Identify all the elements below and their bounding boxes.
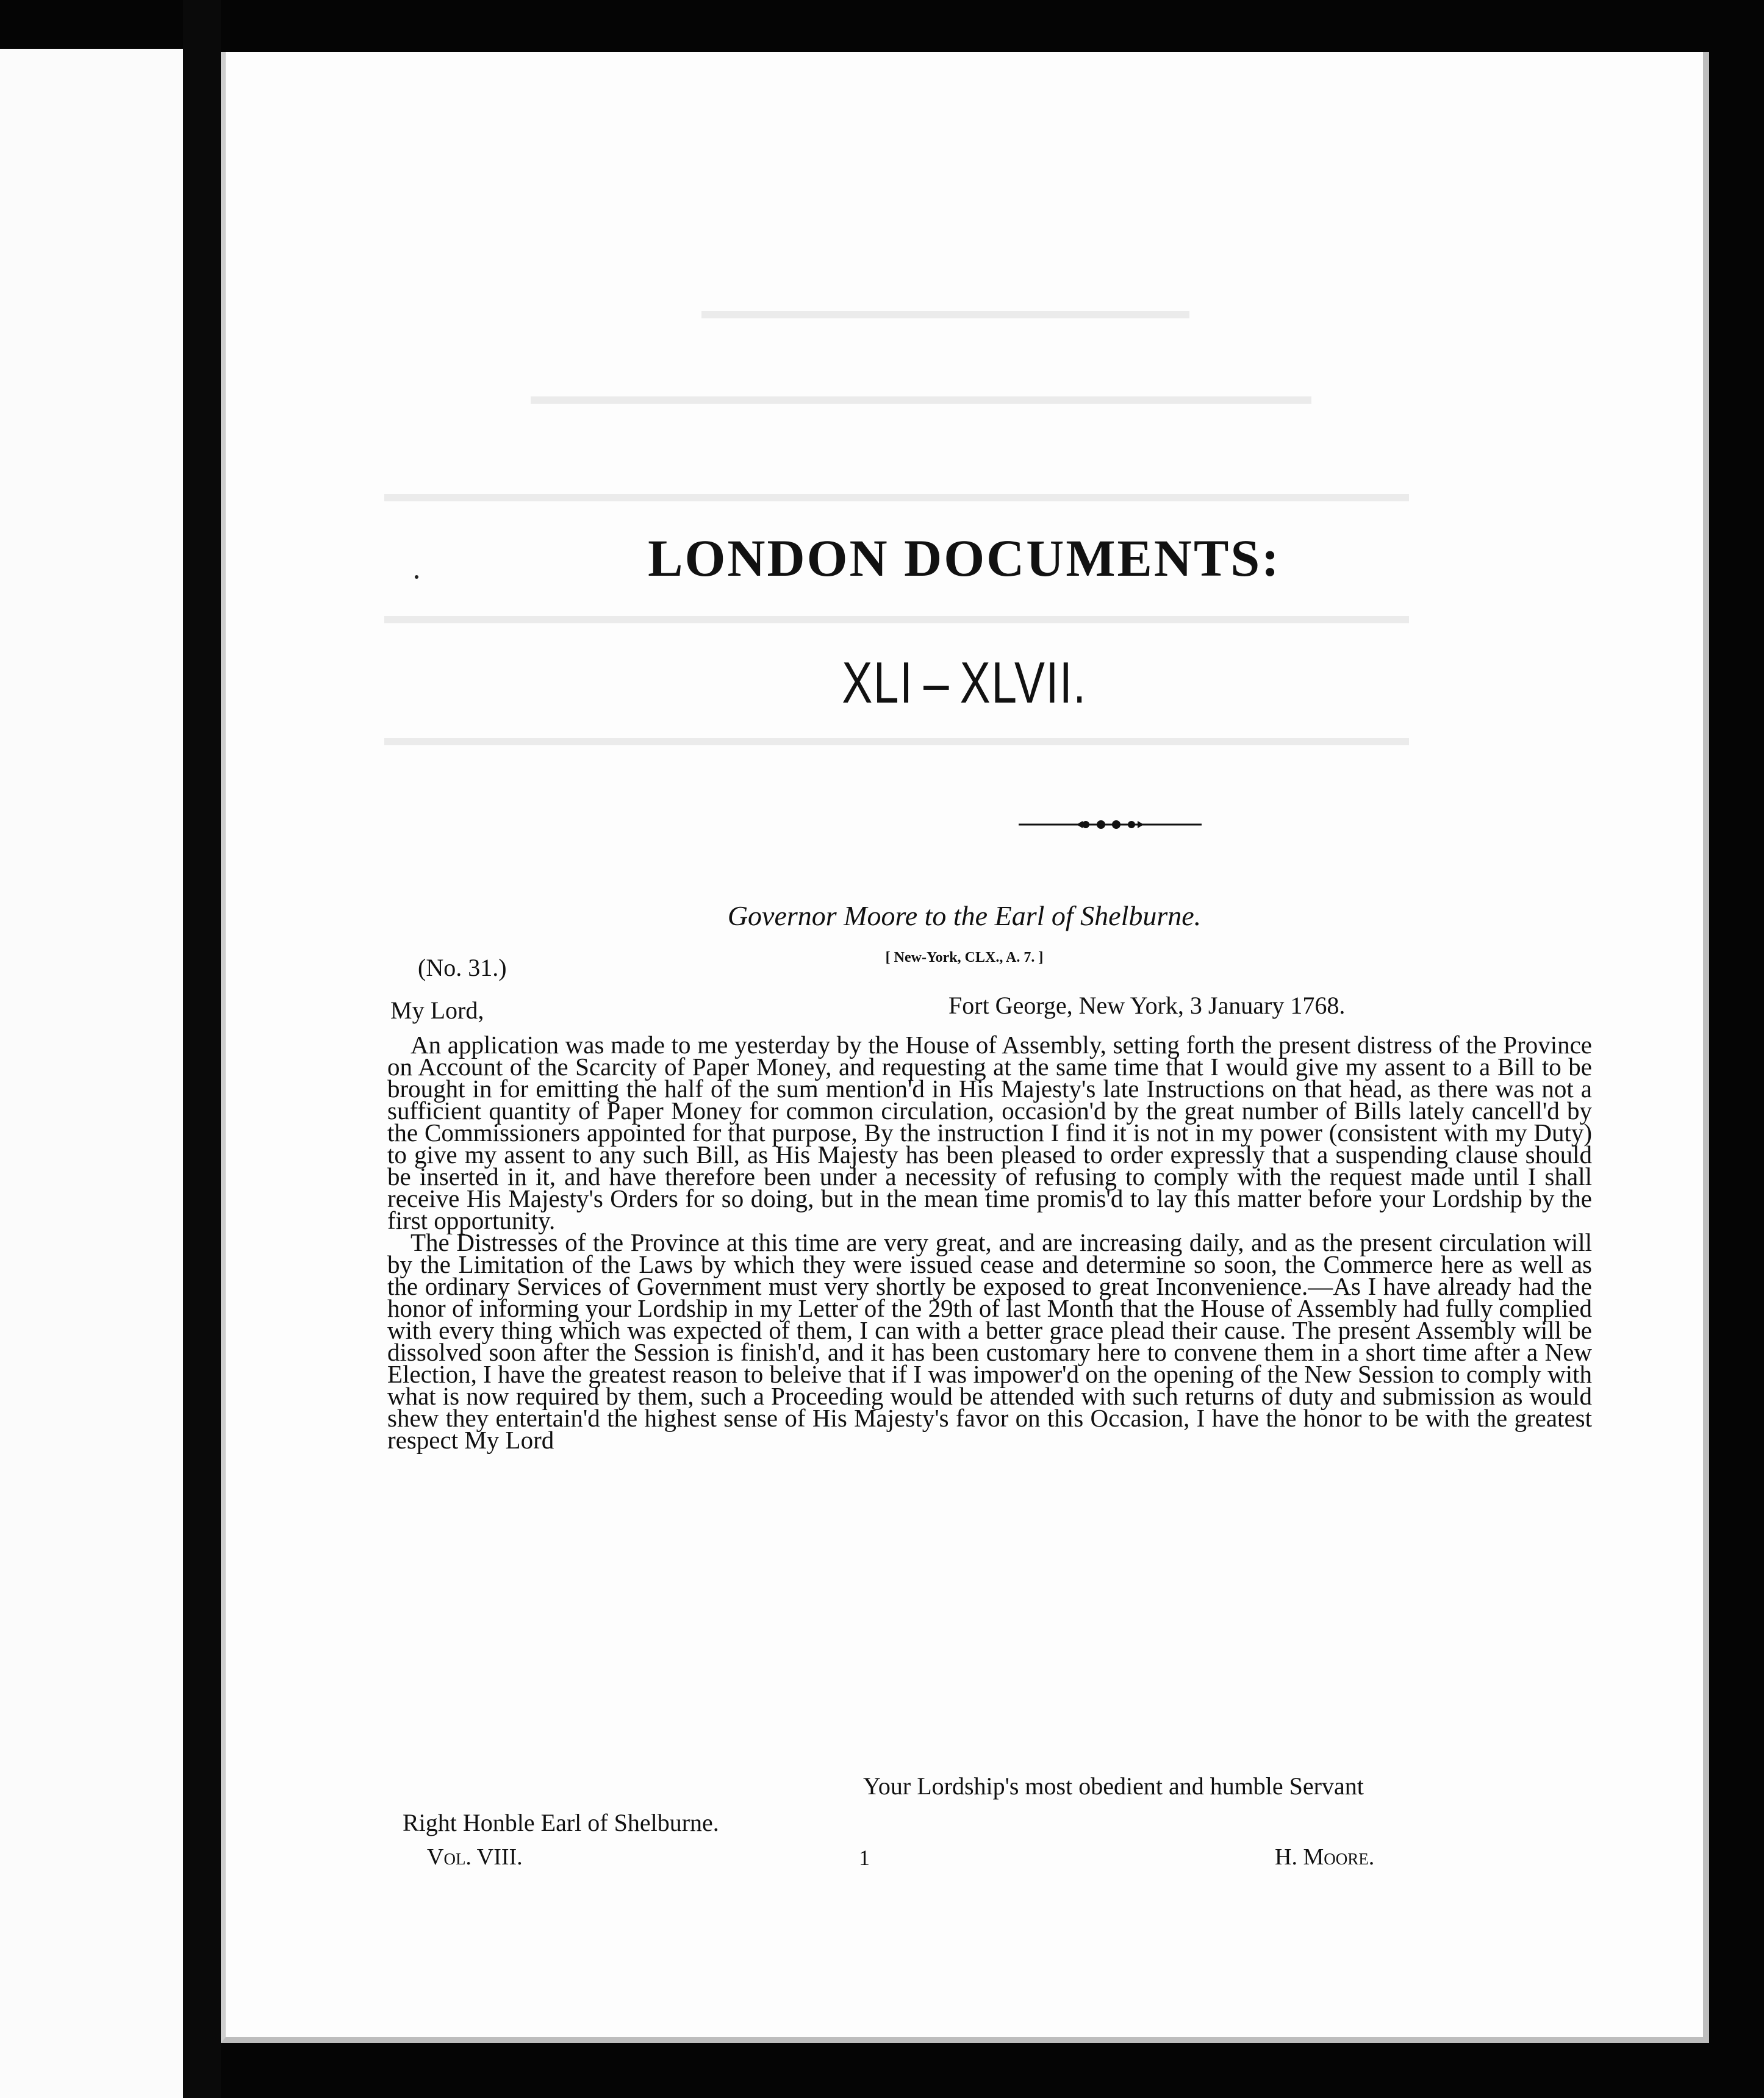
page-title: LONDON DOCUMENTS: <box>648 529 1281 587</box>
salutation: My Lord, <box>390 997 484 1024</box>
letter-body <box>387 1031 1592 1454</box>
letter-number: (No. 31.) <box>418 954 507 981</box>
document-range: XLI – XLVII. <box>842 650 1087 715</box>
signature: H. Moore. <box>1275 1844 1375 1870</box>
ornament-divider-icon <box>1019 817 1202 832</box>
letter-heading: Governor Moore to the Earl of Shelburne. <box>727 900 1202 931</box>
addressee: Right Honble Earl of Shelburne. <box>403 1809 719 1836</box>
paragraph: The Distresses of the Province at this time are very great, and are increasing daily, and as the present circulation will by the Limitation of the Laws by which they were issued cease and determine so soon, the Commerce here as well as the ordinary Services of Government must very shortly be exposed to great Inconvenience.—As I have already had the honor of informing your Lordship in my Letter of the 29th of last Month that the House of Assembly had fully complied with every thing which was expected of them, I can with a better grace plead their cause. The present Assembly will be dissolved soon after the Session is finish'd, and it has been customary here to convene them in a short time after a New Election, I have the greatest reason to beleive that if I was impower'd on the opening of the New Session to comply with what is now required by them, such a Proceeding would be attended with such returns of duty and submission as would shew they entertain'd the highest sense of His Majesty's favor on this Occasion, I have the honor to be with the greatest respect My Lord <box>387 1228 1592 1454</box>
facing-page <box>0 49 185 2098</box>
dateline: Fort George, New York, 3 January 1768. <box>948 992 1346 1019</box>
closing: Your Lordship's most obedient and humble Servant <box>863 1772 1364 1800</box>
paragraph: An application was made to me yesterday by the House of Assembly, setting forth the present distress of the Province on Account of the Scarcity of Paper Money, and requesting at the same time that I would give my assent to a Bill to be brought in for emitting the half of the sum mention'd in His Majesty's late Instructions on that head, as there was not a sufficient quantity of Paper Money for common circulation, occasion'd by the great number of Bills lately cancell'd by the Commissioners appointed for that purpose, By the instruction I find it is not in my power (consistent with my Duty) to give my assent to any such Bill, as His Majesty has been pleased to order expressly that a suspending clause should be inserted in it, and have therefore been under a necessity of refusing to comply with the request made until I shall receive His Majesty's Orders for so doing, but in the mean time promis'd to lay this matter before your Lordship by the first opportunity. <box>387 1031 1592 1234</box>
source-reference: [ New-York, CLX., A. 7. ] <box>885 950 1044 965</box>
volume-label: Vol. VIII. <box>427 1844 523 1870</box>
book-gutter <box>183 0 221 2098</box>
page-number: 1 <box>859 1846 870 1870</box>
document-page: ▬▬▬▬▬▬▬▬▬▬▬▬▬▬▬▬▬▬▬▬ ▬▬▬▬▬▬▬▬▬▬▬▬▬▬▬▬▬▬▬▬▬▬▬▬▬▬▬▬▬▬▬▬ ▬▬▬▬▬▬▬▬▬▬▬▬▬▬▬▬▬▬▬▬▬▬▬▬▬▬▬▬▬▬▬▬▬▬▬▬▬▬▬▬▬▬ ▬▬▬▬▬▬▬▬▬▬▬▬▬▬▬▬▬▬▬▬▬▬▬▬▬▬▬▬▬▬▬▬▬▬▬▬▬▬▬▬▬▬ ▬▬▬▬▬▬▬▬▬▬▬▬▬▬▬▬▬▬▬▬▬▬▬▬▬▬▬▬▬▬▬▬▬▬▬▬▬▬▬▬▬▬ LONDON DOCUMENTS: XLI – XLVII. Governor Moore to the Earl of Shelburne. [ New-York, CLX., A. 7. ] (No. 31.) My Lord, Fort George, New York, 3 January 1768. An application was made to me yesterday by the House of Assembly, setting forth the present distress of the Province on Account of the Scarcity of Paper Money, and requesting at the same time that I would give my assent to a Bill to be brought in for emitting the half of the sum mention'd in His Majesty's late Instructions on that head, as there was not a sufficient quantity of Paper Money for common circulation, occasion'd by the great number of Bills lately cancell'd by the Commissioners appointed for that purpose, By the instruction I find it is not in my power (consistent with my Duty) to give my assent to any such Bill, as His Majesty has been pleased to order expressly that a suspending clause should be inserted in it, and have therefore been under a necessity of refusing to comply with the request made until I shall receive His Majesty's Orders for so doing, but in the mean time promis'd to lay this matter before your Lordship by the first opportunity. The Distresses of the Province at this time are very great, and are increasing daily, and as the present circulation will by the Limitation of the Laws by which they were issued cease and determine so soon, the Commerce here as well as the ordinary Services of Government must very shortly be exposed to great Inconvenience.—As I have already had the honor of informing your Lordship in my Letter of the 29th of last Month that the House of Assembly had fully complied with every thing which was expected of them, I can with a better grace plead their cause. The present Assembly will be dissolved soon after the Session is finish'd, and it has been customary here to convene them in a short time after a New Election, I have the greatest reason to beleive that if I was impower'd on the opening of the New Session to comply with what is now required by them, such a Proceeding would be attended with such returns of duty and submission as would shew they entertain'd the highest sense of His Majesty's favor on this Occasion, I have the honor to be with the greatest respect My Lord Your Lordship's most obedient and humble Servant Right Honble Earl of Shelburne. Vol. VIII. 1 H. Moore. <box>221 52 1709 2043</box>
